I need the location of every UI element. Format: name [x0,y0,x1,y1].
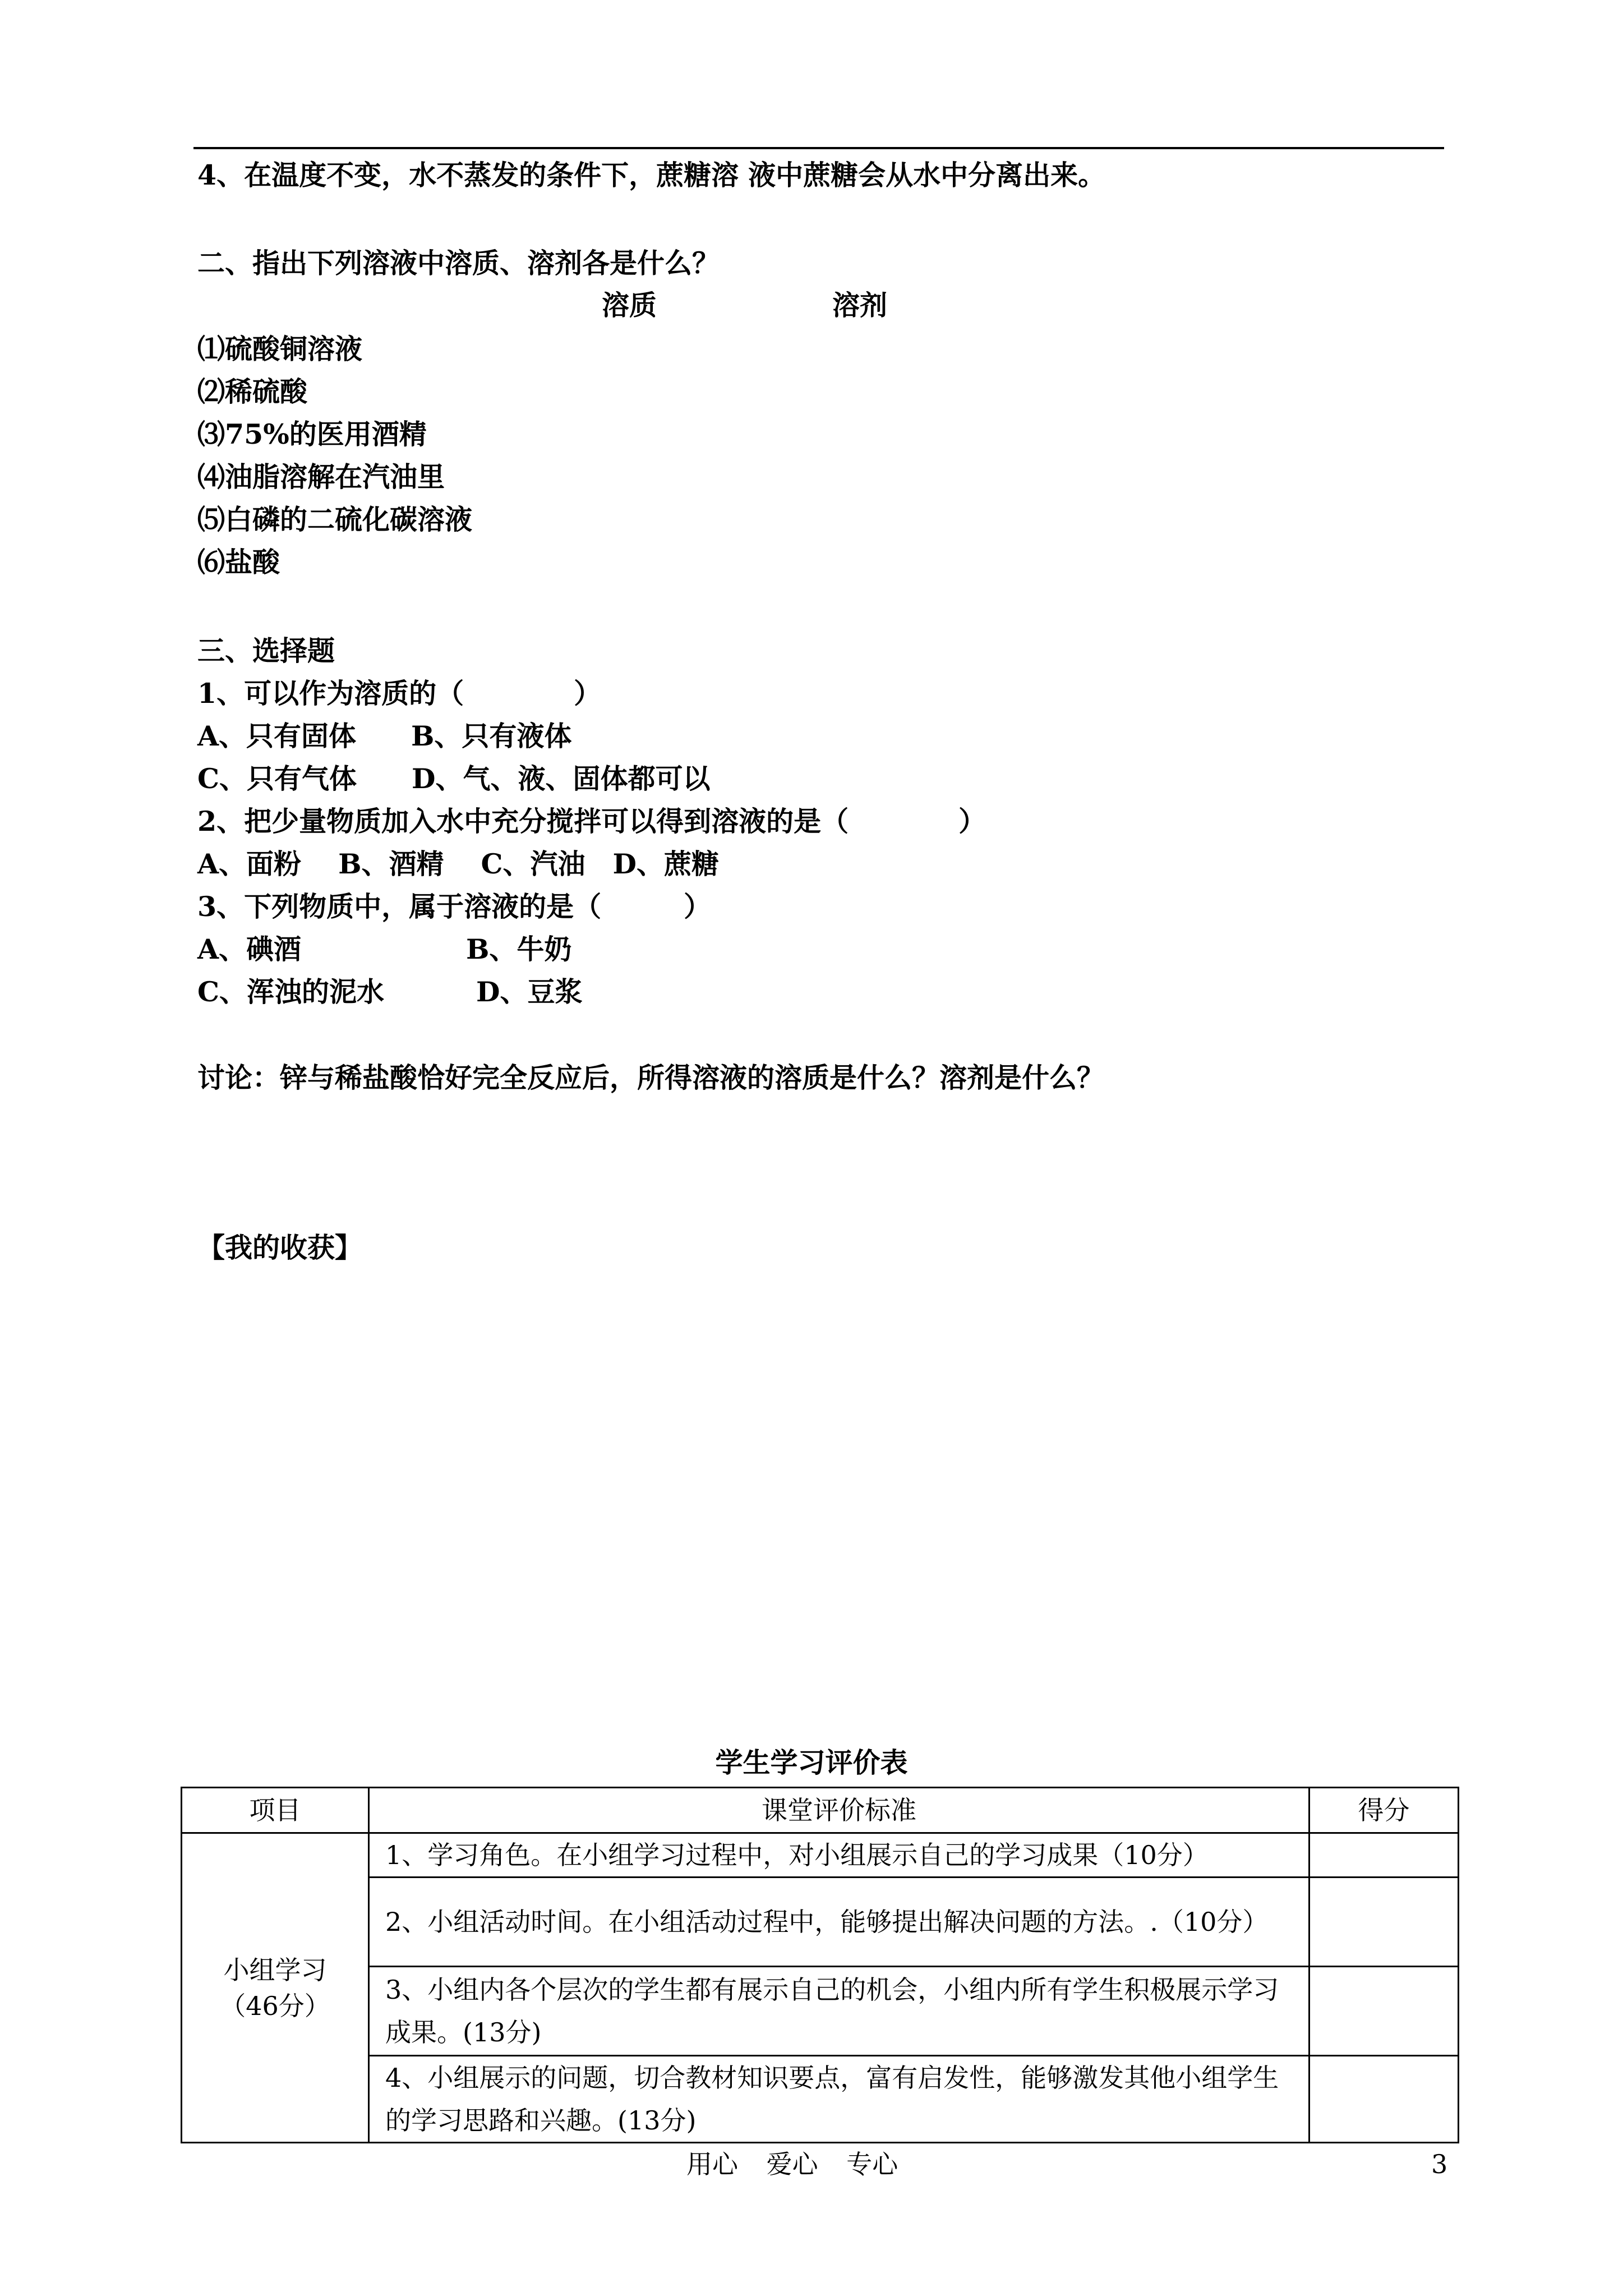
page-number: 3 [1431,2149,1448,2179]
criterion-cell: 1、学习角色。在小组学习过程中，对小组展示自己的学习成果（10分） [369,1833,1310,1878]
criterion-cell: 2、小组活动时间。在小组活动过程中，能够提出解决问题的方法。.（10分） [369,1878,1310,1967]
question-1-options-ab: A、只有固体 B、只有液体 [197,720,572,752]
header-rule [193,147,1444,149]
question-2-options: A、面粉 B、酒精 C、汽油 D、蔗糖 [197,848,720,880]
group-name: 小组学习 [223,1954,327,1985]
my-harvest-heading: 【我的收获】 [197,1231,363,1264]
table-header-row [182,1788,1459,1833]
question-3: 3、下列物质中，属于溶液的是（ ） [197,890,712,923]
solution-item: ⑵稀硫酸 [197,375,308,408]
group-points: （46分） [220,1990,330,2021]
table-row [182,2056,1459,2143]
solution-item: ⑶75%的医用酒精 [197,418,427,450]
column-solvent: 溶剂 [832,289,888,321]
section-2-title: 二、指出下列溶液中溶质、溶剂各是什么？ [197,247,720,279]
solution-item: ⑹盐酸 [197,546,280,578]
section-3-title: 三、选择题 [197,634,335,667]
statement-4: 4、在温度不变，水不蒸发的条件下，蔗糖溶 液中蔗糖会从水中分离出来。 [197,159,1106,191]
score-cell [1310,2056,1459,2143]
question-1-options-cd: C、只有气体 D、气、液、固体都可以 [197,762,711,795]
discussion-prompt: 讨论：锌与稀盐酸恰好完全反应后，所得溶液的溶质是什么？溶剂是什么？ [197,1061,1105,1094]
question-1: 1、可以作为溶质的（ ） [197,677,602,710]
eval-table-title: 学生学习评价表 [715,1746,908,1779]
table-row [182,1878,1459,1967]
solution-item: ⑴硫酸铜溶液 [197,333,363,365]
solution-item: ⑷油脂溶解在汽油里 [197,461,445,493]
group-study-cell [182,1833,369,2143]
criterion-cell: 3、小组内各个层次的学生都有展示自己的机会，小组内所有学生积极展示学习成果。(13分) [369,1967,1310,2056]
question-2: 2、把少量物质加入水中充分搅拌可以得到溶液的是（ ） [197,805,986,838]
question-3-options-cd: C、浑浊的泥水 D、豆浆 [197,976,583,1008]
score-cell [1310,1878,1459,1967]
table-row [182,1833,1459,1878]
column-solute: 溶质 [602,289,657,321]
score-cell [1310,1967,1459,2056]
header-score: 得分 [1310,1788,1459,1833]
criterion-cell: 4、小组展示的问题，切合教材知识要点，富有启发性，能够激发其他小组学生的学习思路和兴趣。(13分) [369,2056,1310,2143]
header-criteria: 课堂评价标准 [369,1788,1310,1833]
header-item: 项目 [182,1788,369,1833]
page-footer: 用心 爱心 专心 [686,2149,898,2179]
table-row [182,1967,1459,2056]
question-3-options-ab: A、碘酒 B、牛奶 [197,933,572,965]
solution-item: ⑸白磷的二硫化碳溶液 [197,503,473,536]
score-cell [1310,1833,1459,1878]
evaluation-table [181,1787,1459,2143]
